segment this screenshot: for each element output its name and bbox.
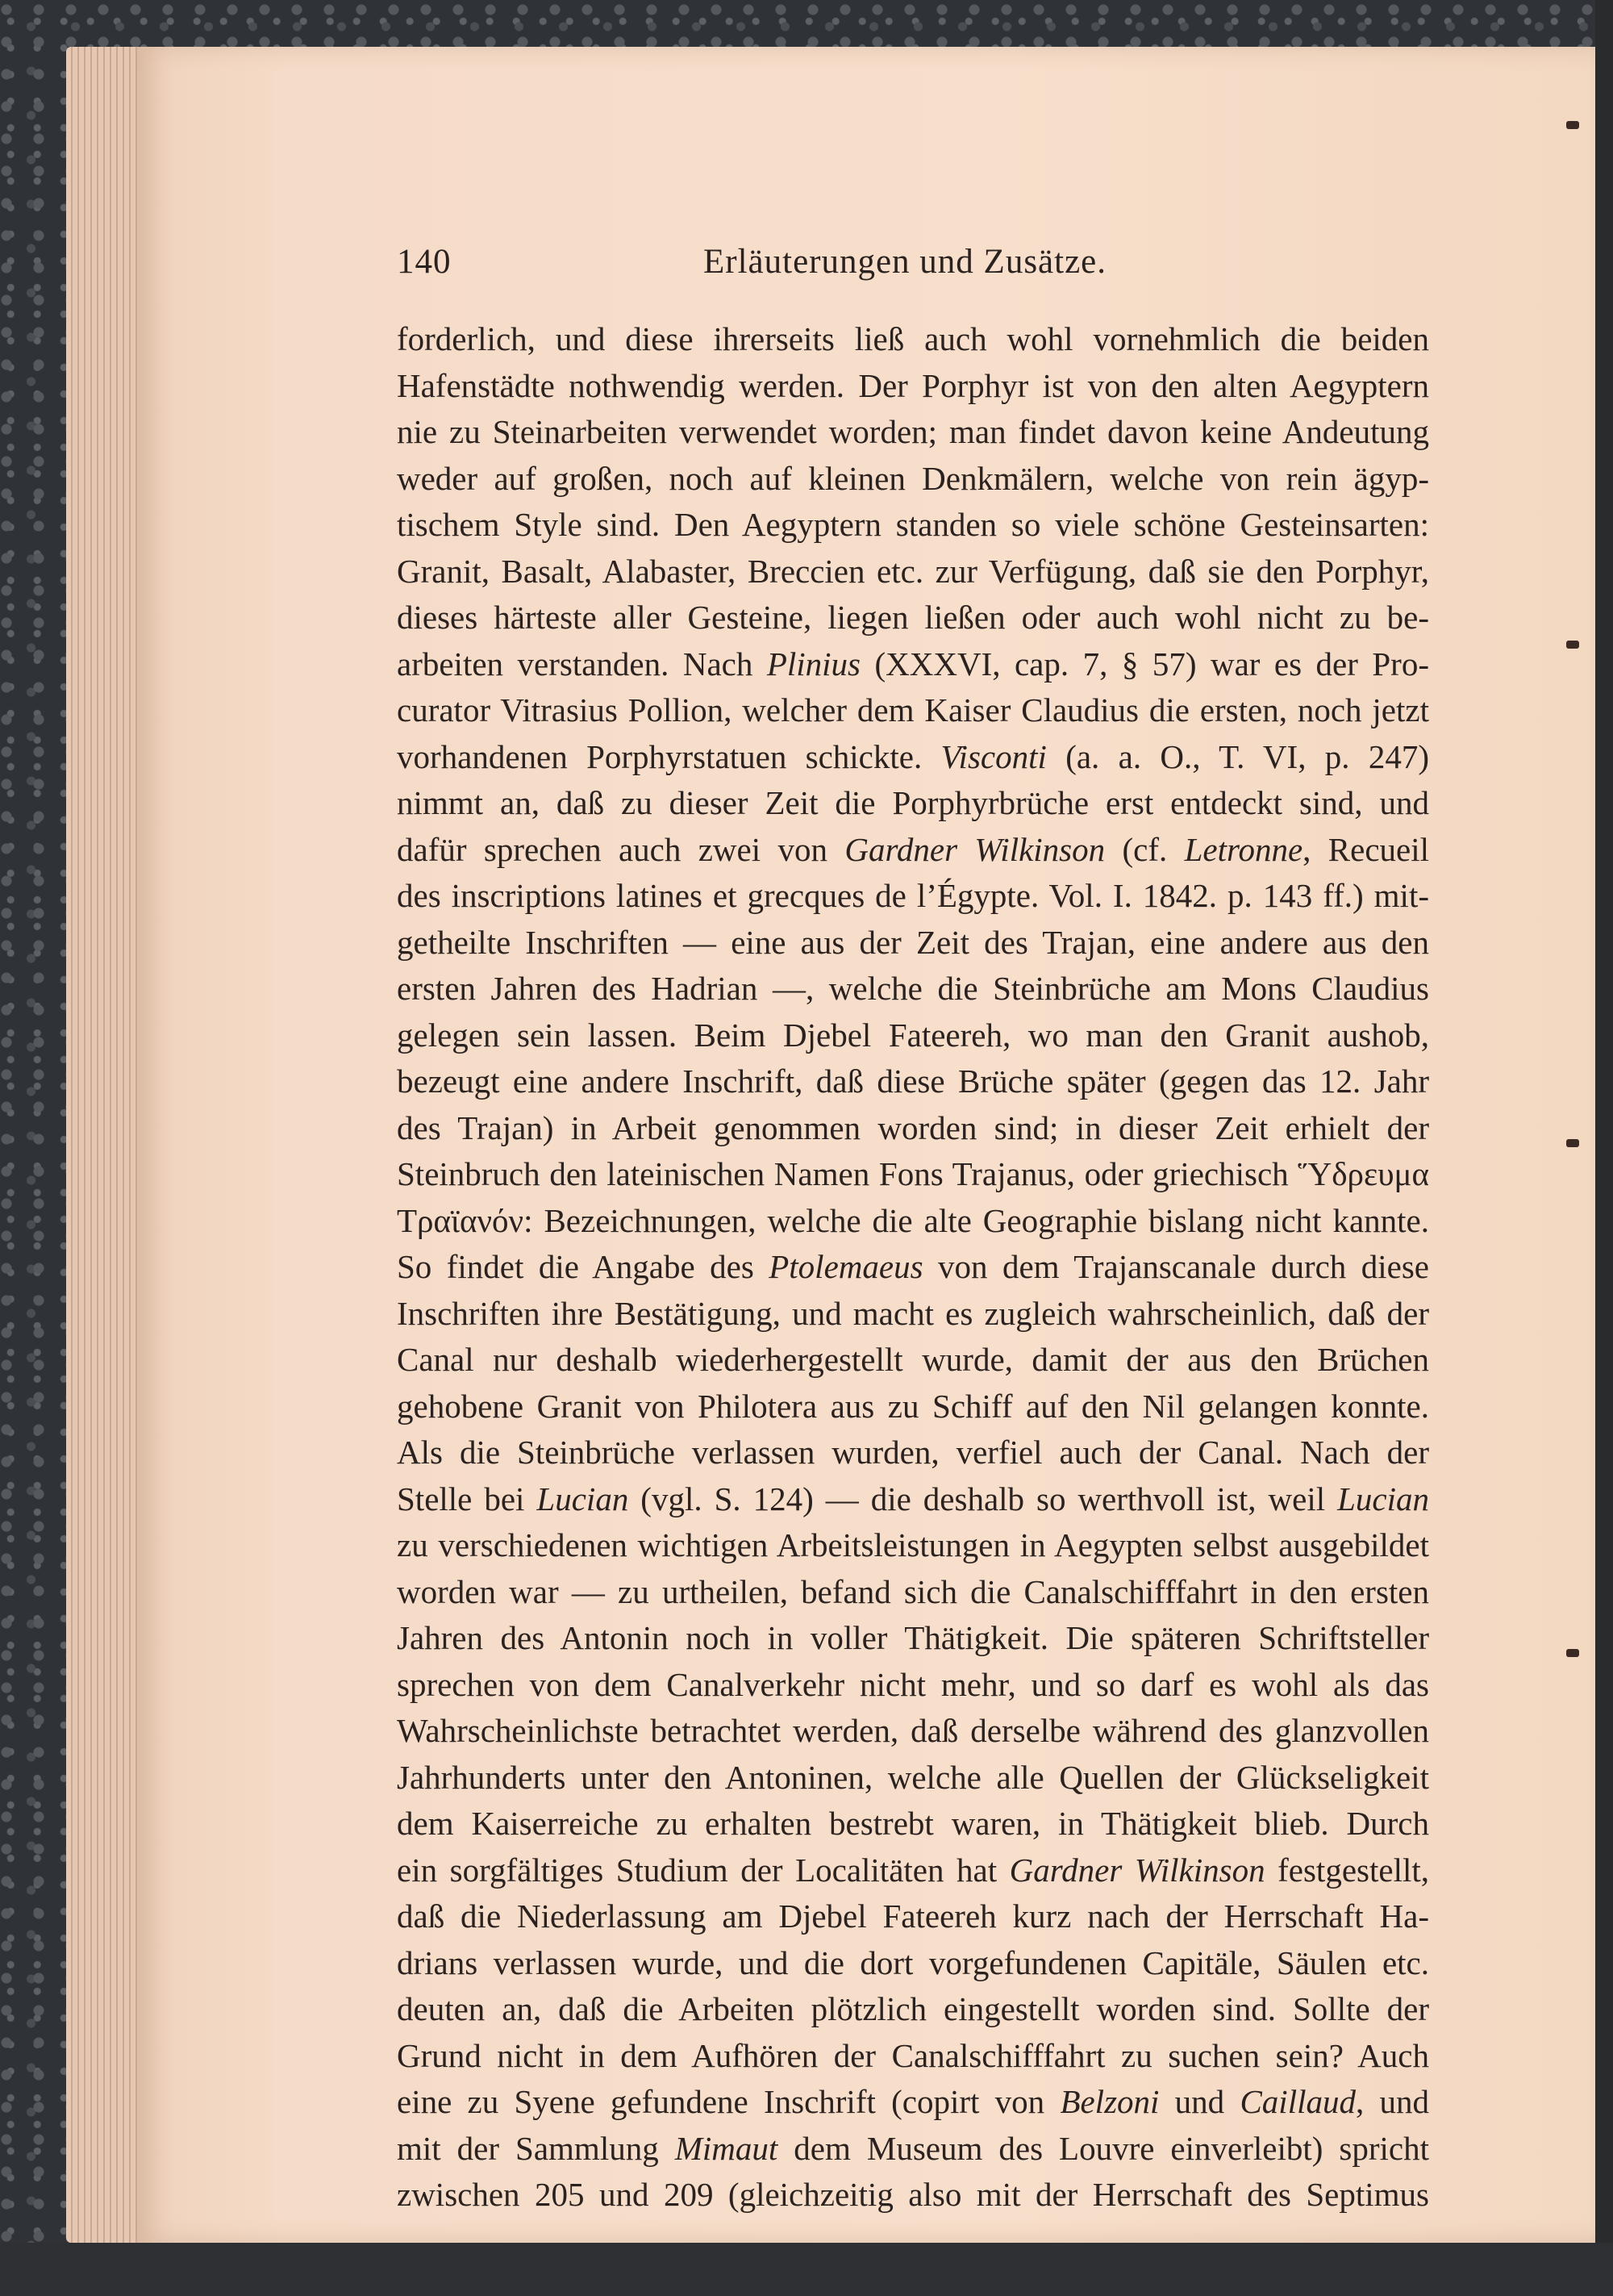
text-line — [397, 1662, 1429, 1709]
text-line — [397, 687, 1429, 734]
text-run: Wahrscheinlichste betrachtet werden, daß derselbe während des glanzvollen — [397, 1712, 1429, 1749]
text-line — [397, 595, 1429, 641]
italic-name: Gardner Wilkinson — [844, 830, 1106, 868]
text-run: festgestellt, — [1265, 1851, 1429, 1889]
text-run: (a. a. O., T. VI, p. 247) — [1046, 737, 1429, 775]
text-line — [397, 1476, 1429, 1523]
text-run: Grund nicht in dem Aufhören der Canalschifffahrt zu suchen sein? Auch — [397, 2036, 1429, 2074]
italic-name: Plinius — [766, 645, 861, 683]
text-run: worden war — zu urtheilen, befand sich die Canalschifffahrt in den ersten — [397, 1572, 1429, 1610]
text-run: drians verlassen wurde, und die dort vorgefundenen Capitäle, Säulen etc. — [397, 1943, 1429, 1981]
text-line — [397, 316, 1429, 363]
italic-name: Caillaud — [1240, 2083, 1356, 2120]
text-run: (vgl. S. 124) — die deshalb so werthvoll ist, weil — [628, 1480, 1338, 1517]
text-line — [397, 456, 1429, 503]
text-run: gelegen sein lassen. Beim Djebel Fateereh, wo man den Granit aushob, — [397, 1016, 1429, 1054]
text-run: Hafenstädte nothwendig werden. Der Porphyr ist von den alten Aegyptern — [397, 366, 1429, 404]
text-run: Inschriften ihre Bestätigung, und macht es zugleich wahrscheinlich, daß der — [397, 1294, 1429, 1332]
text-line — [397, 1430, 1429, 1476]
text-run: mit der Sammlung — [397, 2129, 675, 2167]
text-line — [397, 1940, 1429, 1987]
running-title: Erläuterungen und Zusätze. — [703, 243, 1107, 281]
text-line — [397, 1755, 1429, 1801]
binding-mark — [1566, 641, 1579, 649]
text-line — [397, 873, 1429, 920]
text-run: nimmt an, daß zu dieser Zeit die Porphyrbrüche erst entdeckt sind, und — [397, 784, 1429, 821]
page-number: 140 — [397, 243, 452, 281]
text-line — [397, 1151, 1429, 1198]
text-line — [397, 2033, 1429, 2080]
italic-name: Ptolemaeus — [769, 1248, 923, 1285]
book-cover-right-edge — [1595, 0, 1613, 2296]
text-line — [397, 1986, 1429, 2033]
text-line — [397, 1522, 1429, 1569]
text-line — [397, 1615, 1429, 1662]
text-run: curator Vitrasius Pollion, welcher dem Kaiser Claudius die ersten, noch jetzt — [397, 691, 1429, 728]
text-run: Stelle bei — [397, 1480, 537, 1517]
text-run: nie zu Steinarbeiten verwendet worden; man findet davon keine Andeutung — [397, 413, 1429, 450]
italic-name: Letronne — [1184, 830, 1303, 868]
text-line — [397, 1847, 1429, 1894]
text-run: ein sorgfältiges Studium der Localitäten hat — [397, 1851, 1010, 1889]
text-run: forderlich, und diese ihrerseits ließ auch wohl vornehmlich die beiden — [397, 320, 1429, 357]
text-run: dieses härteste aller Gesteine, liegen ließen oder auch wohl nicht zu be- — [397, 599, 1429, 636]
book-bottom-edge — [0, 2243, 1613, 2296]
text-line — [397, 780, 1429, 827]
text-run: dem Museum des Louvre einverleibt) spricht — [777, 2129, 1429, 2167]
body-text — [397, 316, 1429, 2219]
page-header — [397, 242, 1397, 290]
text-run: arbeiten verstanden. Nach — [397, 645, 767, 683]
text-run: Τραϊανόν: Bezeichnungen, welche die alte Geographie bislang nicht kannte. — [397, 1201, 1429, 1239]
text-run: zwischen 205 und 209 (gleichzeitig also mit der Herrschaft des Septimus — [397, 2176, 1429, 2213]
text-run: gehobene Granit von Philotera aus zu Schiff auf den Nil gelangen konnte. — [397, 1387, 1429, 1425]
text-line — [397, 409, 1429, 456]
italic-name: Gardner Wilkinson — [1009, 1851, 1265, 1889]
text-line — [397, 641, 1429, 688]
text-line — [397, 1384, 1429, 1430]
text-run: dafür sprechen auch zwei von — [397, 830, 845, 868]
text-run: tischem Style sind. Den Aegyptern standen so viele schöne Gesteinsarten: — [397, 506, 1429, 543]
text-run: des Trajan) in Arbeit genommen worden sind; in dieser Zeit erhielt der — [397, 1108, 1429, 1146]
text-run: Granit, Basalt, Alabaster, Breccien etc. zur Verfügung, daß sie den Porphyr, — [397, 552, 1429, 590]
text-run: daß die Niederlassung am Djebel Fateereh kurz nach der Herrschaft Ha- — [397, 1897, 1429, 1935]
binding-mark — [1566, 1649, 1579, 1657]
binding-mark — [1566, 1139, 1579, 1147]
text-line — [397, 827, 1429, 874]
text-line — [397, 734, 1429, 781]
italic-name: Visconti — [940, 737, 1047, 775]
text-run: sprechen von dem Canalverkehr nicht mehr, und so darf es wohl als das — [397, 1665, 1429, 1703]
text-run: (XXXVI, cap. 7, § 57) war es der Pro- — [861, 645, 1429, 683]
text-line — [397, 1569, 1429, 1616]
text-line — [397, 1337, 1429, 1384]
text-run: des inscriptions latines et grecques de l’Égypte. Vol. I. 1842. p. 143 ff.) mit- — [397, 877, 1429, 914]
italic-name: Belzoni — [1060, 2083, 1160, 2120]
text-line — [397, 1058, 1429, 1105]
text-run: , Recueil — [1302, 830, 1429, 868]
binding-mark — [1566, 121, 1579, 129]
text-line — [397, 1893, 1429, 1940]
text-line — [397, 502, 1429, 549]
text-run: Als die Steinbrüche verlassen wurden, verfiel auch der Canal. Nach der — [397, 1434, 1429, 1471]
text-line — [397, 920, 1429, 966]
text-line — [397, 363, 1429, 410]
text-run: von dem Trajanscanale durch diese — [923, 1248, 1429, 1285]
text-line — [397, 1105, 1429, 1152]
text-run: bezeugt eine andere Inschrift, daß diese Brüche später (gegen das 12. Jahr — [397, 1062, 1429, 1100]
text-line — [397, 549, 1429, 595]
text-line — [397, 2172, 1429, 2219]
text-run: ersten Jahren des Hadrian —, welche die Steinbrüche am Mons Claudius — [397, 970, 1429, 1007]
text-run: weder auf großen, noch auf kleinen Denkmälern, welche von rein ägyp- — [397, 459, 1429, 497]
text-run: Canal nur deshalb wiederhergestellt wurde, damit der aus den Brüchen — [397, 1341, 1429, 1378]
text-run: dem Kaiserreiche zu erhalten bestrebt waren, in Thätigkeit blieb. Durch — [397, 1805, 1429, 1842]
text-line — [397, 1012, 1429, 1059]
text-run: getheilte Inschriften — eine aus der Zeit des Trajan, eine andere aus den — [397, 923, 1429, 961]
text-run: So findet die Angabe des — [397, 1248, 769, 1285]
text-line — [397, 1244, 1429, 1291]
text-run: Jahrhunderts unter den Antoninen, welche alle Quellen der Glückseligkeit — [397, 1758, 1429, 1796]
italic-name: Mimaut — [674, 2129, 778, 2167]
text-run: und — [1159, 2083, 1240, 2120]
text-line — [397, 1708, 1429, 1755]
text-run: Jahren des Antonin noch in voller Thätigkeit. Die späteren Schriftsteller — [397, 1619, 1429, 1656]
text-line — [397, 2126, 1429, 2173]
text-run: Steinbruch den lateinischen Namen Fons Trajanus, oder griechisch Ὕδρευμα — [397, 1155, 1429, 1192]
text-line — [397, 966, 1429, 1012]
text-line — [397, 1801, 1429, 1847]
text-run: , und — [1355, 2083, 1429, 2120]
text-run: (cf. — [1105, 830, 1185, 868]
text-line — [397, 1291, 1429, 1338]
text-run: zu verschiedenen wichtigen Arbeitsleistungen in Aegypten selbst ausgebildet — [397, 1526, 1429, 1563]
text-run: eine zu Syene gefundene Inschrift (copirt von — [397, 2083, 1061, 2120]
text-run: vorhandenen Porphyrstatuen schickte. — [397, 737, 941, 775]
text-line — [397, 2079, 1429, 2126]
italic-name: Lucian — [536, 1480, 629, 1517]
text-run: deuten an, daß die Arbeiten plötzlich eingestellt worden sind. Sollte der — [397, 1990, 1429, 2027]
text-line — [397, 1198, 1429, 1245]
italic-name: Lucian — [1337, 1480, 1429, 1517]
